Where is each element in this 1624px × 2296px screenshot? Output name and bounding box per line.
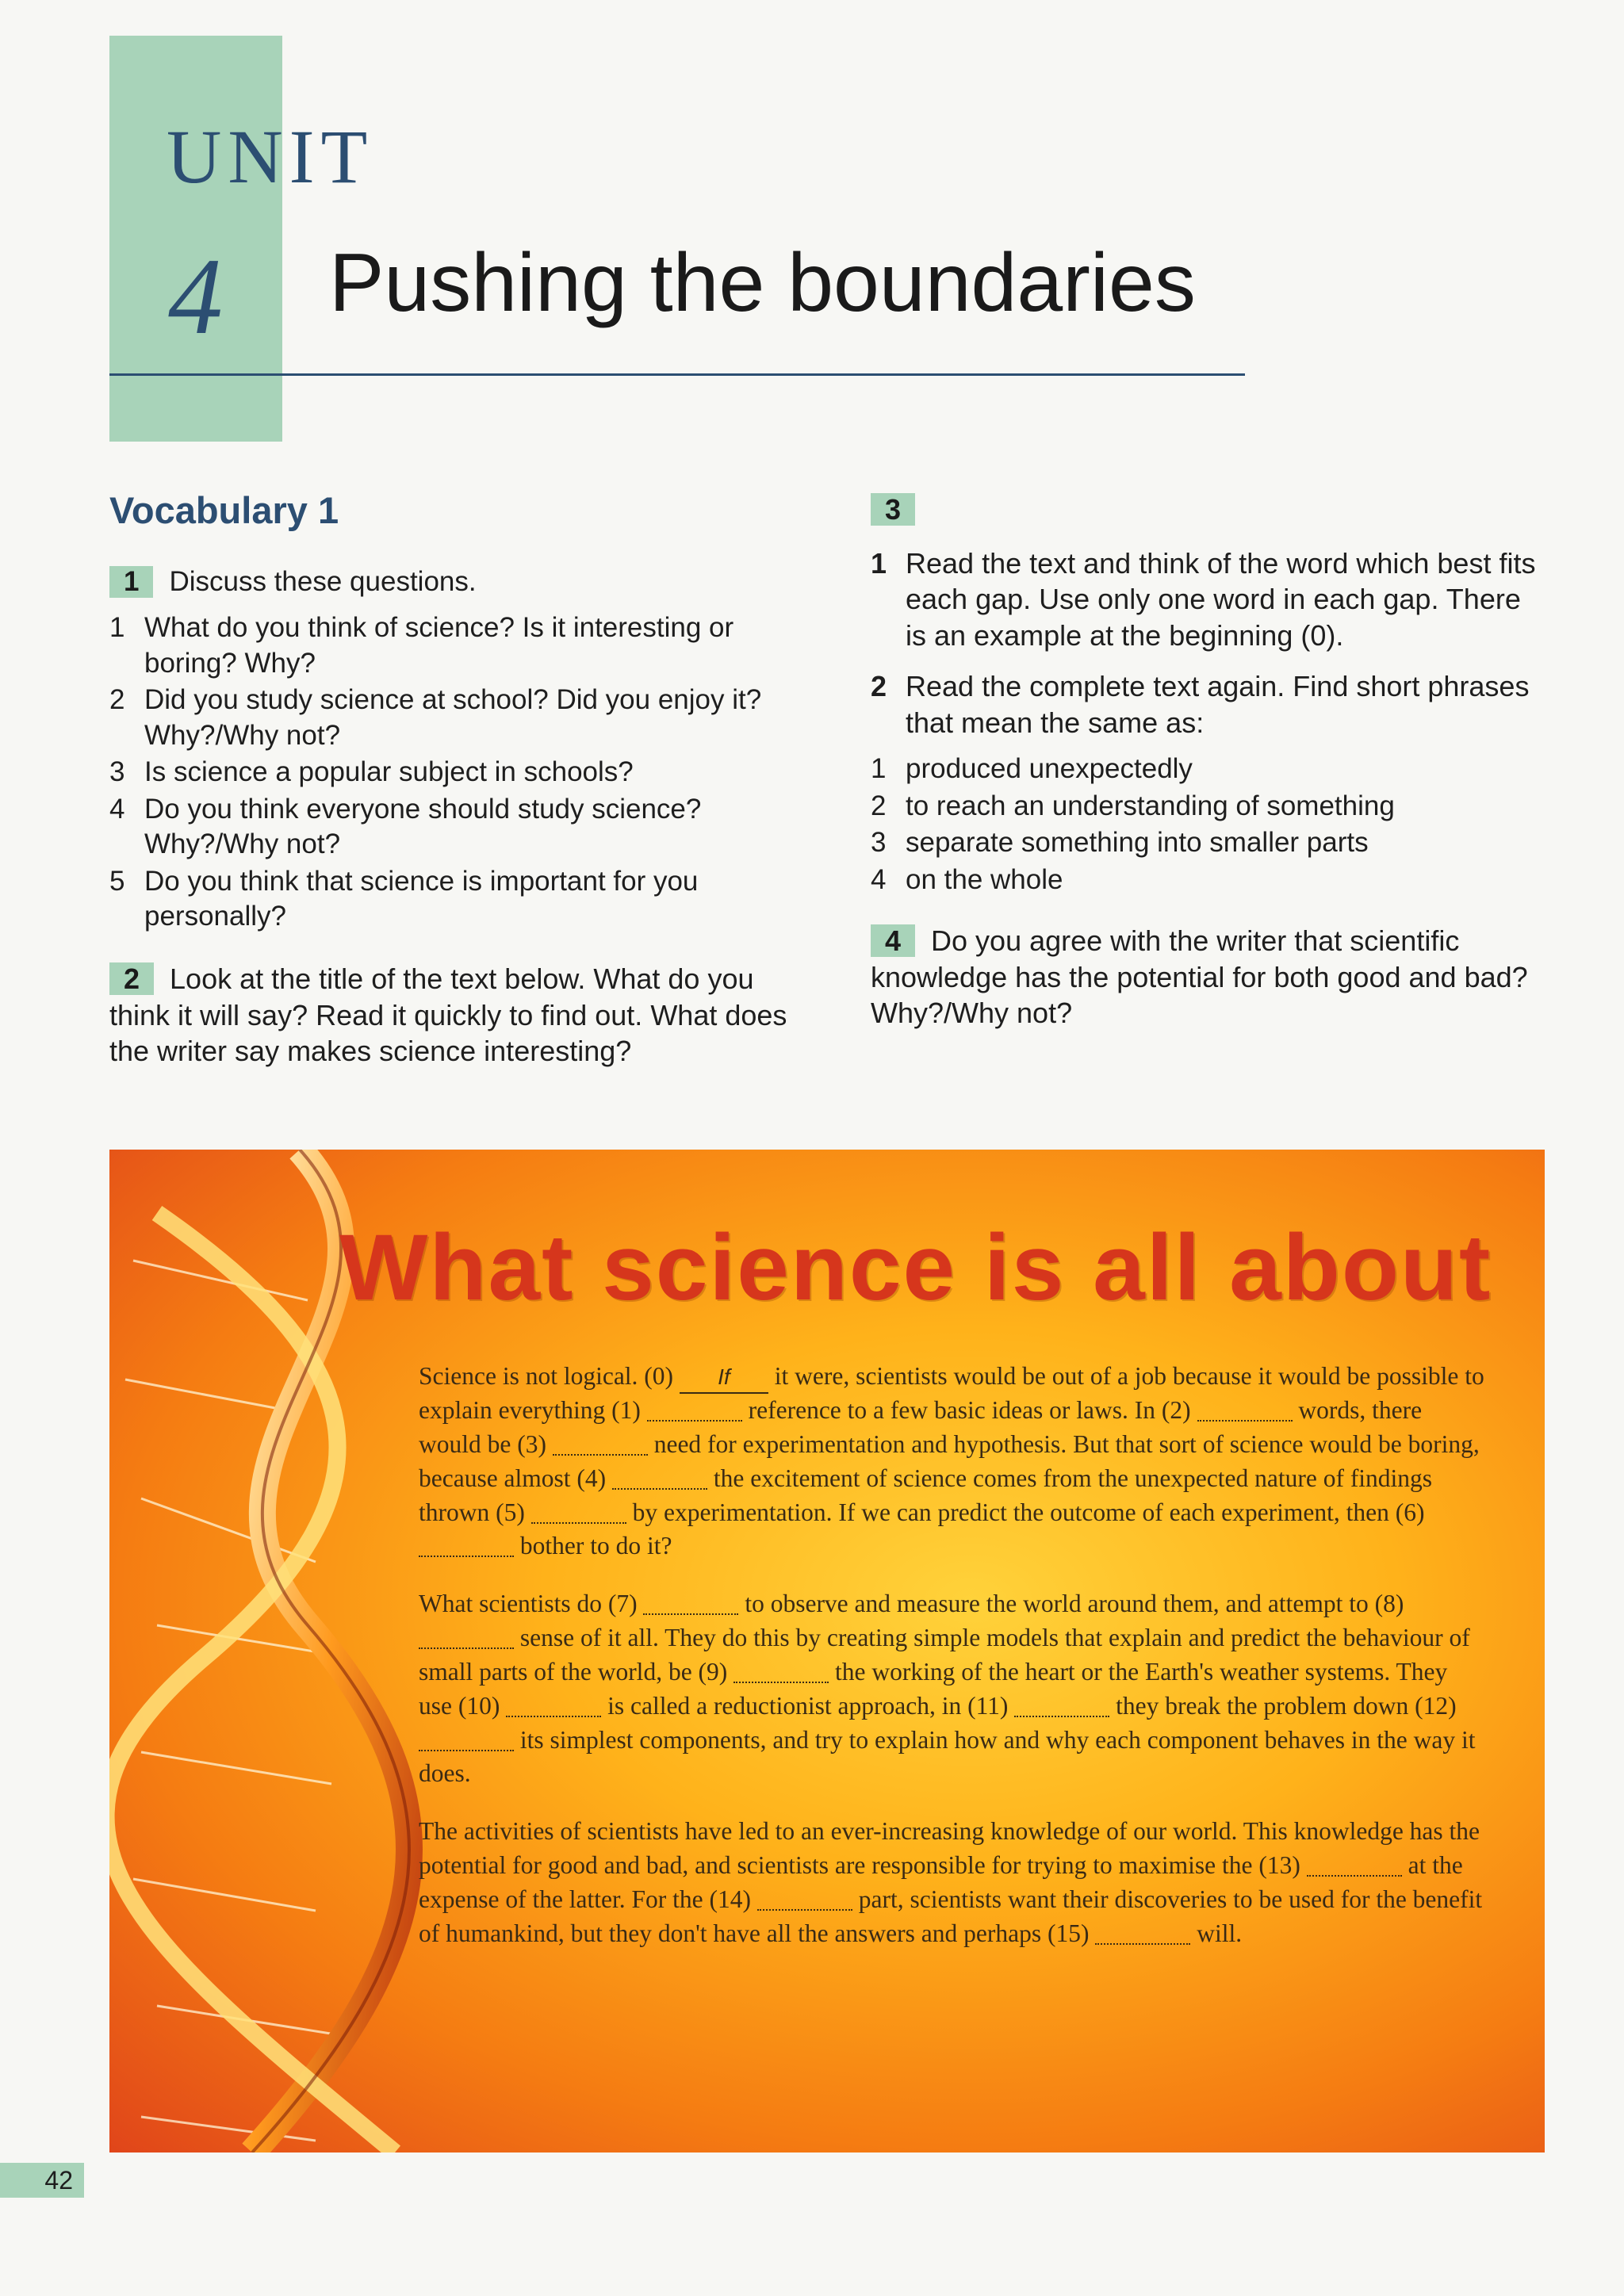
gap-14[interactable] <box>757 1884 852 1911</box>
gap-9[interactable] <box>733 1656 829 1683</box>
gap-2[interactable] <box>1197 1395 1293 1422</box>
exercise-2 <box>109 961 791 1070</box>
exercise-3 <box>871 492 1537 899</box>
exercise-1 <box>109 564 791 936</box>
page-title: Pushing the boundaries <box>329 237 1196 329</box>
article-paragraph: Science is not logical. (0) If it were, scientists would be out of a job because it would be possible to explain everything (1) reference to a few basic ideas or laws. In (2) words, there would be (3) need for experimentation and hypothesis. But that sort of science would be boring, because almost (4) the excitement of science comes from the unexpected nature of findings thrown (5) by experimentation. If we can predict the outcome of each experiment, then (6) bother to do it? <box>419 1362 1484 1560</box>
list-item: 5 Do you think that science is important for you personally? <box>109 865 699 932</box>
gap-3[interactable] <box>553 1429 648 1456</box>
list-item: 1 Read the text and think of the word which best fits each gap. Use only one word in each gap. There is an example at the beginning (0). <box>871 546 1536 652</box>
article-paragraph: The activities of scientists have led to an ever-increasing knowledge of our world. This knowledge has the potential for good and bad, and scientists are responsible for trying to maximise the (13) at the expense of the latter. For the (14) part, scientists want their discoveries to be used for the benefit of humankind, but they don't have all the answers and perhaps (15) will. <box>419 1817 1483 1947</box>
gap-5[interactable] <box>531 1497 626 1524</box>
exercise-badge: 2 <box>109 962 154 995</box>
gap-6[interactable] <box>419 1531 514 1558</box>
unit-label: UNIT <box>167 114 374 199</box>
list-item: 4 Do you think everyone should study science? Why?/Why not? <box>109 793 702 860</box>
exercise-badge: 3 <box>871 493 915 526</box>
exercise-instruction: Do you agree with the writer that scientific knowledge has the potential for both good and bad? Why?/Why not? <box>871 924 1528 1030</box>
exercise-instruction: Discuss these questions. <box>169 566 477 597</box>
article-title: What science is all about <box>339 1215 1492 1320</box>
list-item: 1 produced unexpectedly <box>871 753 1193 785</box>
article-paragraph: What scientists do (7) to observe and measure the world around them, and attempt to (8) sense of it all. They do this by creating simple models that explain and predict the behaviour of small parts of the world, be (9) the working of the heart or the Earth's weather systems. They use (10) is called a reductionist approach, in (11) they break the problem down (12) its simplest components, and try to explain how and why each component behaves in the way it does. <box>419 1590 1476 1788</box>
gap-15[interactable] <box>1095 1918 1190 1945</box>
example-gap: If <box>680 1362 768 1394</box>
gap-10[interactable] <box>506 1690 601 1717</box>
list-item: 2 to reach an understanding of something <box>871 790 1395 821</box>
gap-13[interactable] <box>1307 1850 1402 1877</box>
list-item: 1 What do you think of science? Is it interesting or boring? Why? <box>109 612 734 679</box>
exercise-badge: 1 <box>109 566 153 598</box>
list-item: 3 Is science a popular subject in schools? <box>109 756 634 788</box>
gap-4[interactable] <box>612 1463 707 1490</box>
gap-12[interactable] <box>419 1724 514 1751</box>
exercise-4 <box>871 923 1545 1031</box>
exercise-badge: 4 <box>871 924 915 957</box>
title-divider <box>109 373 1245 376</box>
gap-11[interactable] <box>1014 1690 1109 1717</box>
unit-number: 4 <box>168 235 223 357</box>
gap-1[interactable] <box>647 1395 742 1422</box>
article-panel <box>109 1150 1545 2152</box>
list-item: 2 Did you study science at school? Did you enjoy it? Why?/Why not? <box>109 684 762 751</box>
phrase-list <box>871 752 1537 897</box>
question-list <box>109 610 791 934</box>
list-item: 3 separate something into smaller parts <box>871 827 1369 859</box>
list-item: 2 Read the complete text again. Find short phrases that mean the same as: <box>871 669 1530 739</box>
exercise-instruction: Look at the title of the text below. What do you think it will say? Read it quickly to find out. What does the writer say makes science interesting? <box>109 962 787 1068</box>
list-item: 4 on the whole <box>871 863 1063 895</box>
page-number: 42 <box>0 2163 84 2198</box>
task-list <box>871 545 1537 741</box>
gap-8[interactable] <box>419 1623 514 1650</box>
section-title: Vocabulary 1 <box>109 489 339 531</box>
gap-7[interactable] <box>643 1589 738 1616</box>
article-text <box>419 1360 1485 1975</box>
